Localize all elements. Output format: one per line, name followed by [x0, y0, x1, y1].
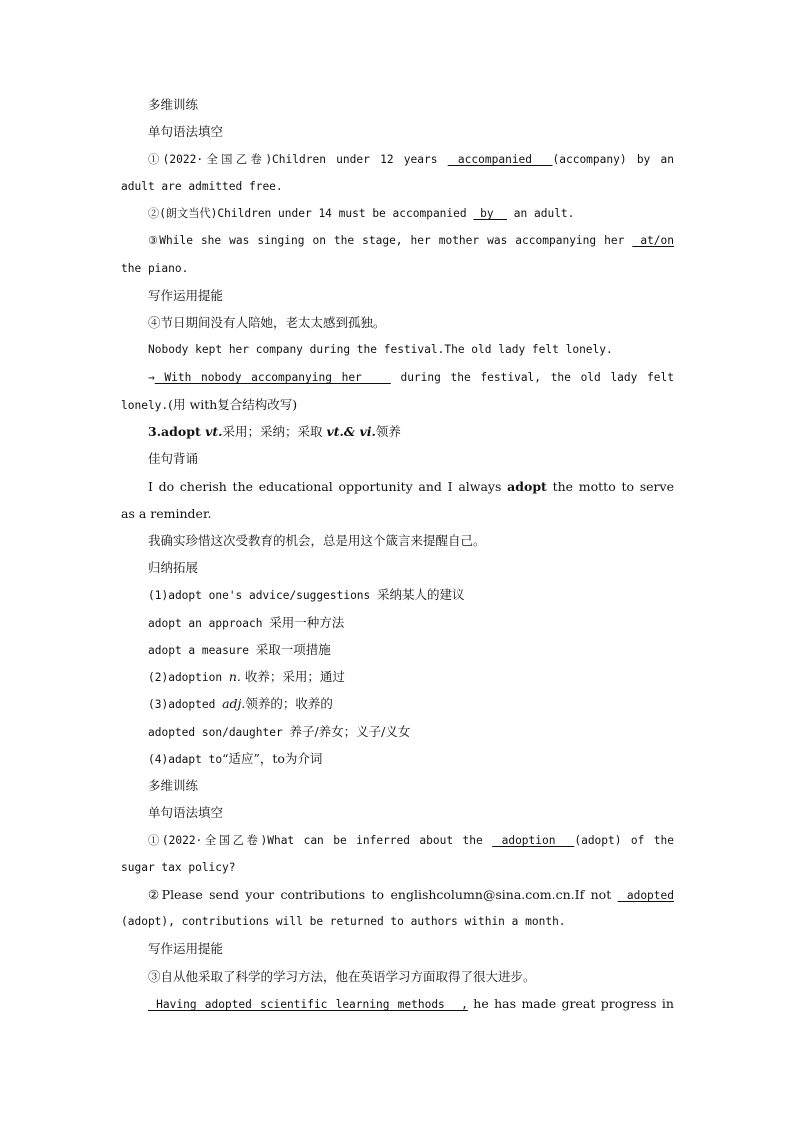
vocab-meaning: 领养	[375, 424, 401, 439]
answer-blank: Having adopted scientific learning methods ,	[148, 998, 468, 1011]
heading-danju-2: 单句语法填空	[148, 805, 224, 820]
writing-4-rewrite-cont	[121, 397, 674, 414]
heading-duowei-1: 多维训练	[148, 97, 199, 112]
phrase-en: (2)adoption	[148, 671, 229, 684]
exercise-2-2	[148, 887, 674, 904]
keyword: adopt	[507, 479, 547, 494]
part-of-speech: vt.& vi.	[326, 424, 376, 439]
exercise-text: an adult.	[507, 207, 575, 220]
phrase-en: adopt a measure	[148, 644, 256, 657]
writing-4-rewrite	[148, 370, 674, 386]
exercise-text: (accompany) by an	[552, 153, 674, 166]
exercise-text: he has made great progress in	[467, 996, 674, 1011]
heading-xiezuo-2: 写作运用提能	[148, 941, 224, 956]
exercise-1-2	[148, 206, 674, 222]
phrase-en: (1)adopt one's advice/suggestions	[148, 589, 378, 602]
phrase-cn: “适应”，to为介词	[222, 751, 323, 766]
answer-blank: accompanied	[447, 153, 553, 166]
exercise-2-1-cont: sugar tax policy?	[121, 861, 236, 874]
exercise-1-3-cont: the piano.	[121, 262, 189, 275]
answer-blank: at/on	[632, 234, 674, 247]
exercise-text: lonely.	[121, 399, 169, 412]
exercise-instruction: (用 with复合结构改写)	[168, 397, 298, 412]
phrase-cn: 采取一项措施	[255, 642, 331, 657]
example-translation: 我确实珍惜这次受教育的机会，总是用这个箴言来提醒自己。	[148, 533, 486, 548]
exercise-text: during the festival, the old lady felt	[390, 371, 674, 384]
arrow-icon: →	[148, 371, 155, 384]
vocab-heading-adopt	[148, 424, 674, 440]
part-of-speech: adj.	[222, 696, 246, 711]
exercise-1-3	[148, 233, 674, 249]
exercise-1-1	[148, 152, 674, 168]
writing-4-chinese: ④节日期间没有人陪她，老太太感到孤独。	[148, 315, 386, 330]
phrase-cn: 采纳某人的建议	[377, 587, 465, 602]
exercise-text: ③While she was singing on the stage, her mother was accompanying her	[148, 234, 633, 247]
phrase-cn: 养子/养女；义子/义女	[289, 724, 411, 739]
heading-danju-1: 单句语法填空	[148, 124, 224, 139]
exercise-text: ①(2022·全国乙卷)What can be inferred about the	[148, 834, 493, 847]
vocab-headword: 3.adopt	[148, 424, 206, 439]
example-text: the motto to serve	[546, 479, 674, 494]
phrase-cn: 领养的；收养的	[245, 696, 333, 711]
answer-blank: by	[473, 207, 508, 220]
writing-4-english: Nobody kept her company during the festival.The old lady felt lonely.	[148, 343, 613, 356]
answer-blank: adopted	[617, 889, 675, 902]
phrase-item	[148, 642, 674, 659]
writing-3-answer	[148, 996, 674, 1013]
exercise-1-1-cont: adult are admitted free.	[121, 180, 283, 193]
exercise-text: ②Please send your contributions to englishcolumn@sina.com.cn.If not	[148, 887, 618, 902]
exercise-text: ②(朗文当代)Children under 14 must be accompanied	[148, 207, 474, 220]
phrase-cn: 收养；采用；通过	[240, 669, 345, 684]
vocab-meaning: 采用；采纳；采取	[222, 424, 327, 439]
example-sentence-cont: as a reminder.	[121, 506, 212, 521]
part-of-speech: n.	[228, 669, 241, 684]
exercise-2-2-cont: (adopt), contributions will be returned to authors within a month.	[121, 915, 566, 928]
phrase-en: adopt an approach	[148, 617, 270, 630]
exercise-text: (adopt) of the	[574, 834, 675, 847]
phrase-item	[148, 669, 674, 686]
answer-blank: adoption	[492, 834, 575, 847]
example-sentence	[148, 479, 674, 495]
phrase-en: (3)adopted	[148, 698, 223, 711]
exercise-2-1	[148, 833, 674, 849]
part-of-speech: vt.	[205, 424, 223, 439]
exercise-text: ①(2022·全国乙卷)Children under 12 years	[148, 153, 448, 166]
heading-xiezuo-1: 写作运用提能	[148, 288, 224, 303]
phrase-item	[148, 724, 674, 741]
phrase-item	[148, 696, 674, 713]
heading-guina: 归纳拓展	[148, 560, 199, 575]
phrase-item	[148, 587, 674, 604]
phrase-item	[148, 615, 674, 632]
heading-duowei-2: 多维训练	[148, 778, 199, 793]
example-text: I do cherish the educational opportunity and I always	[148, 479, 508, 494]
phrase-en: (4)adapt to	[148, 753, 223, 766]
phrase-cn: 采用一种方法	[269, 615, 345, 630]
answer-blank: With nobody accompanying her	[154, 371, 391, 384]
phrase-en: adopted son/daughter	[148, 726, 290, 739]
writing-3-chinese: ③自从他采取了科学的学习方法，他在英语学习方面取得了很大进步。	[148, 969, 536, 984]
phrase-item	[148, 751, 674, 768]
heading-jiaju: 佳句背诵	[148, 451, 199, 466]
